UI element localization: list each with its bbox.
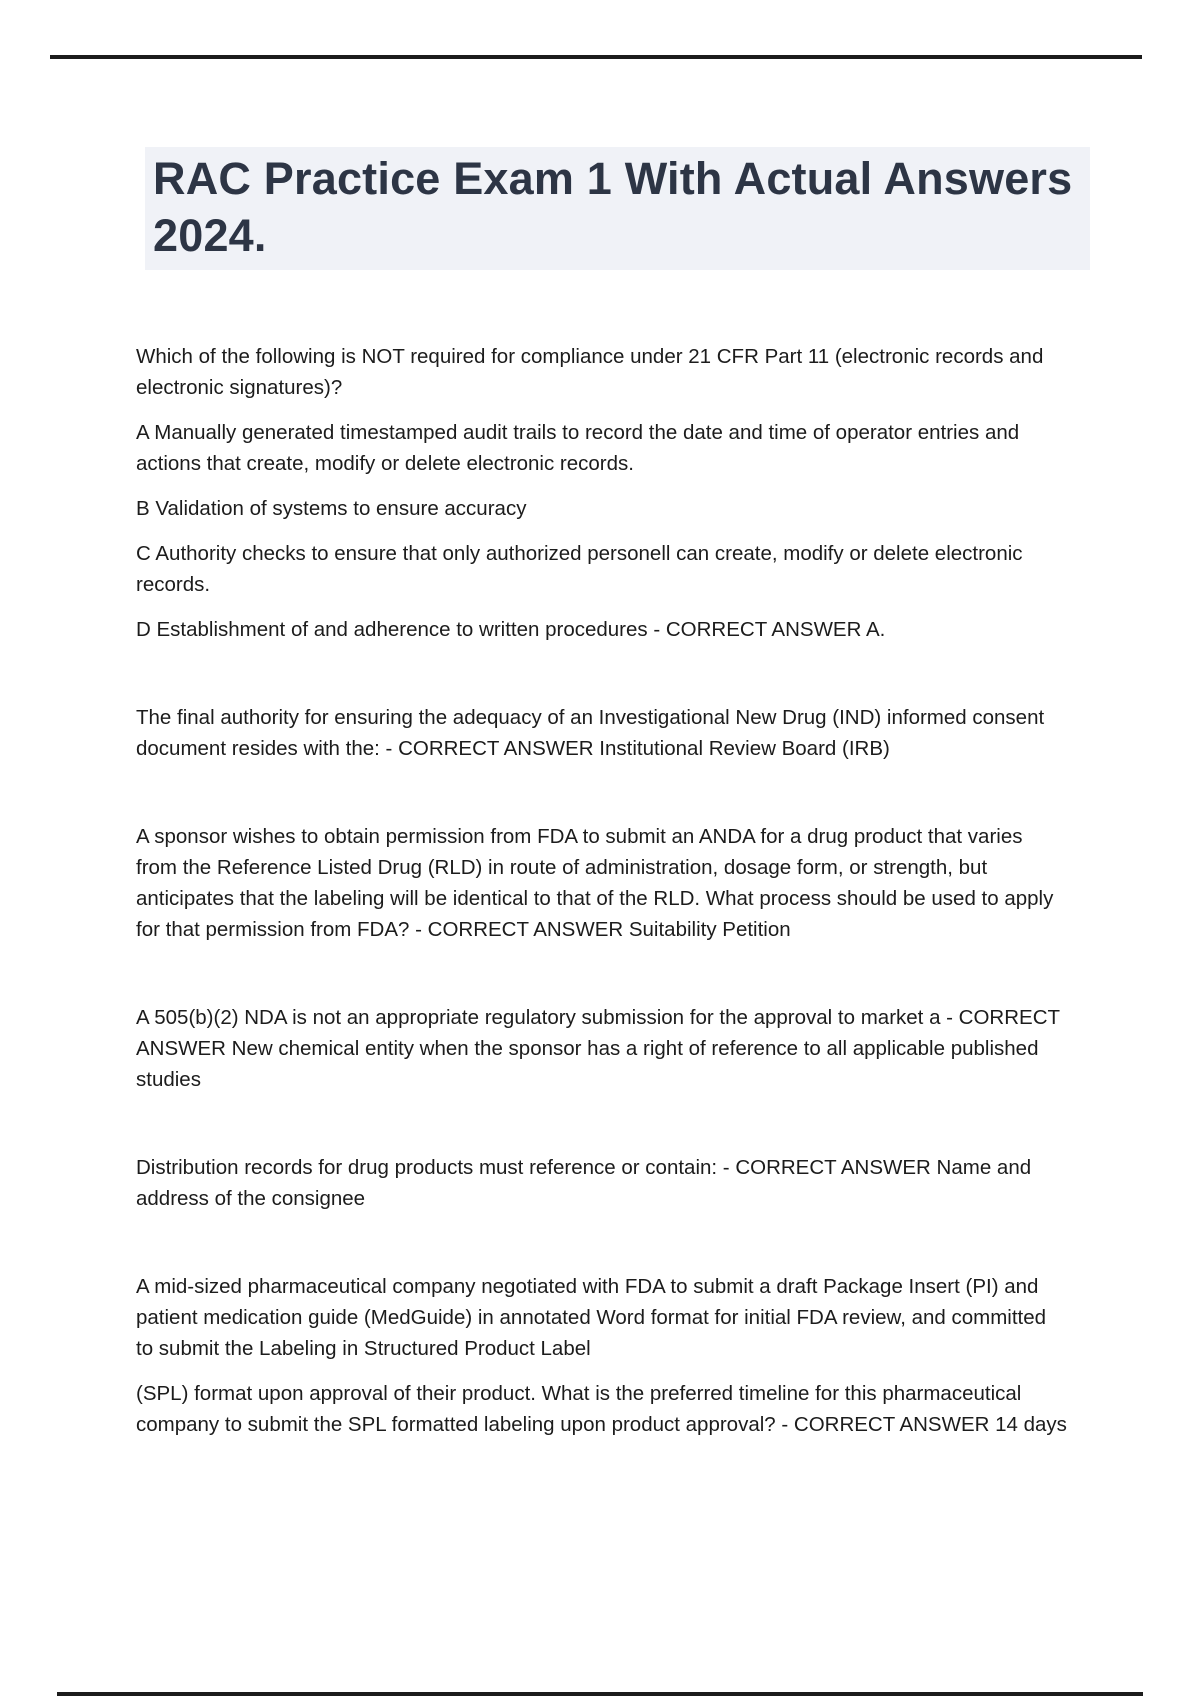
paragraph: The final authority for ensuring the adequacy of an Investigational New Drug (IND) informed consent document resides with the: - CORRECT ANSWER Institutional Review Board (IRB) (136, 706, 1045, 760)
paragraph: B Validation of systems to ensure accuracy (136, 497, 527, 520)
qa-group (136, 702, 1068, 764)
paragraph: A sponsor wishes to obtain permission from FDA to submit an ANDA for a drug product that varies from the Reference Listed Drug (RLD) in route of administration, dosage form, or strength, but anticipates that the labeling will be identical to that of the RLD. What process should be used to apply for that permission from FDA? - CORRECT ANSWER Suitability Petition (136, 825, 1054, 941)
qa-group (136, 1002, 1068, 1095)
qa-group (136, 341, 1068, 645)
footer-rule (57, 1692, 1143, 1696)
qa-group (136, 1152, 1068, 1214)
paragraph: A Manually generated timestamped audit trails to record the date and time of operator entries and actions that create, modify or delete electronic records. (136, 421, 1020, 475)
document-body (136, 341, 1068, 1497)
paragraph: A mid-sized pharmaceutical company negotiated with FDA to submit a draft Package Insert (PI) and patient medication guide (MedGuide) in annotated Word format for initial FDA review, and committed to submit the Labeling in Structured Product Label (136, 1275, 1047, 1360)
paragraph: C Authority checks to ensure that only authorized personell can create, modify or delete electronic records. (136, 542, 1023, 596)
header-rule (50, 55, 1142, 59)
paragraph: A 505(b)(2) NDA is not an appropriate regulatory submission for the approval to market a - CORRECT ANSWER New chemical entity when the sponsor has a right of reference to all applicable published studies (136, 1006, 1060, 1091)
paragraph: D Establishment of and adherence to written procedures - CORRECT ANSWER A. (136, 618, 886, 641)
page-title: RAC Practice Exam 1 With Actual Answers 2024. (145, 147, 1090, 270)
paragraph: Distribution records for drug products must reference or contain: - CORRECT ANSWER Name and address of the consignee (136, 1156, 1032, 1210)
qa-group (136, 1271, 1068, 1440)
qa-group (136, 821, 1068, 945)
paragraph: (SPL) format upon approval of their product. What is the preferred timeline for this pharmaceutical company to submit the SPL formatted labeling upon product approval? - CORRECT ANSWER 14 days (136, 1382, 1067, 1436)
paragraph: Which of the following is NOT required for compliance under 21 CFR Part 11 (electronic records and electronic signatures)? (136, 345, 1044, 399)
